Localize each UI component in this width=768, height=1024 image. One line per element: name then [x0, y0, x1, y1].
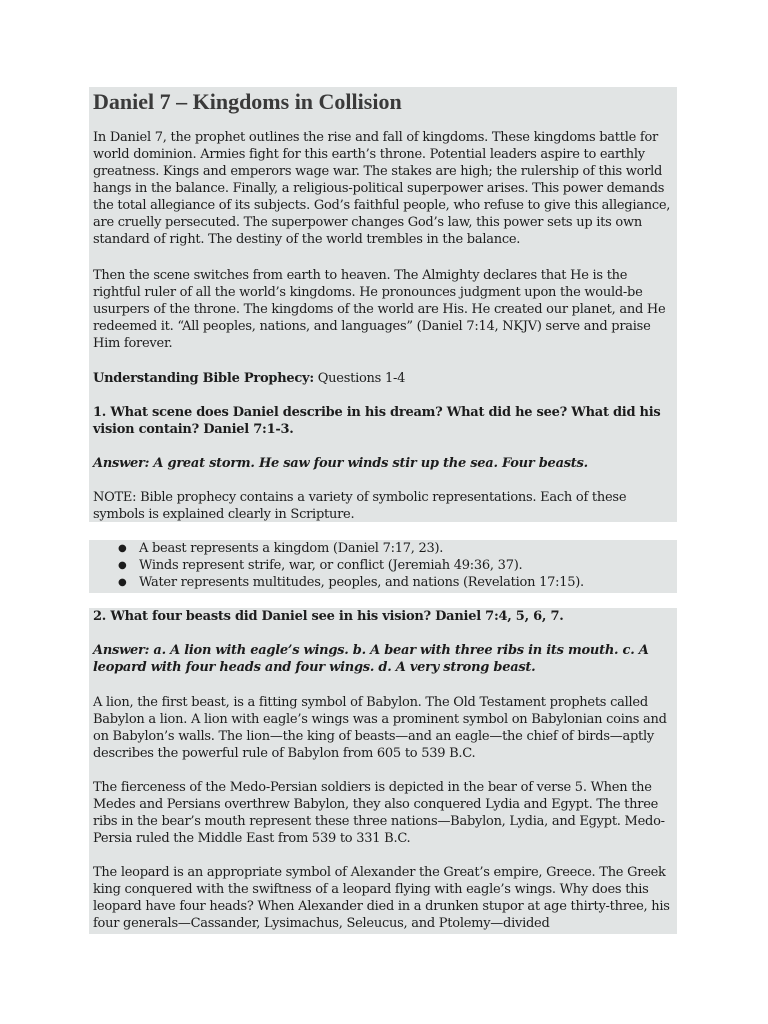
list-item: ● A beast represents a kingdom (Daniel 7:17, 23). [118, 541, 444, 556]
leopard-paragraph: The leopard is an appropriate symbol of Alexander the Great’s empire, Greece. The Greek king conquered with the swiftness of a leopard flying with eagle’s wings. Why does this leopard have four heads? When Alexander died in a drunken stupor at age thirty-three, his four generals—Cassander, Lysimachus, Seleucus, and Ptolemy—divided [93, 865, 670, 931]
intro-section [89, 87, 677, 522]
page-title: Daniel 7 – Kingdoms in Collision [93, 89, 402, 114]
intro-paragraph-1: In Daniel 7, the prophet outlines the rise and fall of kingdoms. These kingdoms battle for world dominion. Armies fight for this earth’s throne. Potential leaders aspire to earthly greatness. Kings and emperors wage war. The stakes are high; the rulership of this world hangs in the balance. Finally, a religious-political superpower arises. This power demands the total allegiance of its subjects. God’s faithful people, who refuse to give this allegiance, are cruelly persecuted. The superpower changes God’s law, this power sets up its own standard of right. The destiny of the world trembles in the balance. [93, 130, 671, 247]
symbols-list-section [89, 540, 677, 593]
bullet-icon: ● [118, 560, 127, 571]
bullet-icon: ● [118, 577, 127, 588]
section-label-rest: Questions 1-4 [313, 371, 406, 386]
note-paragraph: NOTE: Bible prophecy contains a variety of symbolic representations. Each of these symbols is explained clearly in Scripture. [93, 490, 627, 522]
section-label: Understanding Bible Prophecy: [93, 371, 314, 386]
answer-2: Answer: a. A lion with eagle’s wings. b. A bear with three ribs in its mouth. c. A leopard with four heads and four wings. d. A very strong beast. [93, 643, 649, 675]
question-1: 1. What scene does Daniel describe in his dream? What did he see? What did his vision contain? Daniel 7:1-3. [93, 405, 661, 437]
list-item: ● Winds represent strife, war, or conflict (Jeremiah 49:36, 37). [118, 558, 523, 573]
intro-paragraph-2: Then the scene switches from earth to heaven. The Almighty declares that He is the rightful ruler of all the world’s kingdoms. He pronounces judgment upon the would-be usurpers of the throne. The kingdoms of the world are His. He created our planet, and He redeemed it. “All peoples, nations, and languages” (Daniel 7:14, NKJV) serve and praise Him forever. [93, 268, 666, 351]
section-heading [93, 370, 675, 387]
list-item: ● Water represents multitudes, peoples, and nations (Revelation 17:15). [118, 575, 584, 590]
question-2: 2. What four beasts did Daniel see in his vision? Daniel 7:4, 5, 6, 7. [93, 609, 564, 624]
answer-1: Answer: A great storm. He saw four winds stir up the sea. Four beasts. [93, 456, 588, 471]
bear-paragraph: The fierceness of the Medo-Persian soldiers is depicted in the bear of verse 5. When the Medes and Persians overthrew Babylon, they also conquered Lydia and Egypt. The three ribs in the bear’s mouth represent these three nations—Babylon, Lydia, and Egypt. Medo-Persia ruled the Middle East from 539 to 331 B.C. [93, 780, 665, 846]
lion-paragraph: A lion, the first beast, is a fitting symbol of Babylon. The Old Testament prophets called Babylon a lion. A lion with eagle’s wings was a prominent symbol on Babylonian coins and on Babylon’s walls. The lion—the king of beasts—and an eagle—the chief of birds—aptly describes the powerful rule of Babylon from 605 to 539 B.C. [93, 695, 667, 761]
bullet-icon: ● [118, 543, 127, 554]
question-2-section [89, 608, 677, 934]
symbols-list [89, 540, 677, 591]
